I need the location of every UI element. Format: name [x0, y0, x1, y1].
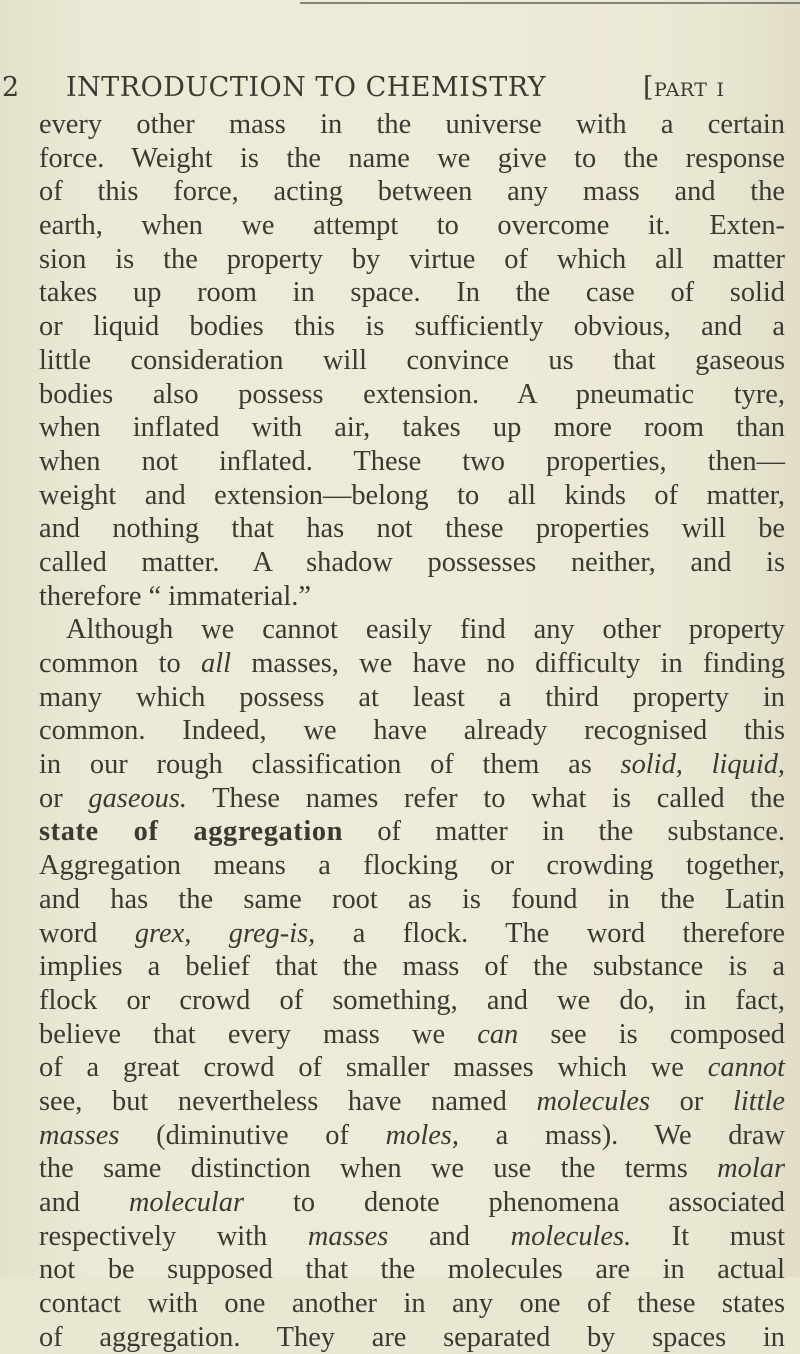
text-segment: implies a belief that the mass of the substance is a: [39, 951, 785, 983]
text-line: [39, 580, 785, 614]
text-segment: not be supposed that the molecules are in actual: [39, 1254, 785, 1286]
text-line: [39, 849, 785, 883]
text-line: [39, 378, 785, 412]
text-line: [39, 883, 785, 917]
text-segment: bodies also possess extension. A pneumatic tyre,: [39, 378, 785, 410]
page-number: 2: [2, 72, 20, 103]
text-line: [39, 748, 785, 782]
text-line: [39, 1321, 785, 1354]
text-line: [39, 512, 785, 546]
text-segment: It must: [631, 1220, 785, 1252]
text-segment: in our rough classification of them as: [39, 749, 621, 781]
body-text: [39, 108, 786, 1353]
text-segment: and: [388, 1220, 511, 1252]
text-line: [39, 243, 785, 277]
page-edge-rule: [300, 2, 800, 4]
text-segment: of this force, acting between any mass and the: [39, 176, 785, 208]
text-segment: the same distinction when we use the terms: [39, 1153, 718, 1185]
text-segment: and nothing that has not these properties will be: [39, 513, 785, 545]
part-label: [part i: [643, 72, 725, 103]
text-line: [39, 445, 785, 479]
text-line: [39, 1287, 785, 1321]
running-title: INTRODUCTION TO CHEMISTRY: [66, 72, 547, 103]
text-line: [39, 1018, 785, 1052]
text-segment: or: [39, 782, 89, 814]
text-segment: a mass). We draw: [458, 1119, 785, 1151]
text-line: [39, 1220, 785, 1254]
text-segment: common to: [39, 648, 202, 679]
text-segment: therefore “ immaterial.”: [39, 580, 311, 612]
text-segment: called matter. A shadow possesses neither, and is: [39, 546, 785, 578]
text-line: [39, 1152, 785, 1186]
text-segment: Although we cannot easily find any other property: [66, 614, 785, 646]
text-line: [39, 647, 785, 681]
text-segment: to denote phenomena associated: [244, 1187, 786, 1218]
text-segment: respectively with: [39, 1220, 308, 1252]
text-segment: These names refer to what is called the: [186, 782, 785, 814]
text-line: [39, 108, 785, 142]
text-segment: and: [39, 1187, 129, 1218]
text-segment: or liquid bodies this is sufficiently obvious, and a: [39, 311, 785, 343]
text-segment: a flock. The word therefore: [315, 917, 785, 949]
text-segment: when not inflated. These two properties, then—: [39, 445, 785, 477]
text-segment: when inflated with air, takes up more room than: [39, 412, 785, 444]
text-line: [39, 1051, 785, 1085]
text-segment: of a great crowd of smaller masses which we: [39, 1052, 708, 1084]
italic-term: little: [732, 1085, 785, 1117]
italic-term: molecular: [128, 1187, 245, 1218]
text-segment: common. Indeed, we have already recognised this: [39, 715, 785, 747]
bold-term: state of aggregation: [39, 816, 344, 848]
italic-term: all: [201, 648, 232, 679]
text-segment: flock or crowd of something, and we do, in fact,: [39, 984, 785, 1016]
text-line: [39, 175, 785, 209]
text-segment: see is composed: [518, 1018, 785, 1050]
text-segment: see, but nevertheless have named: [39, 1085, 537, 1117]
text-line: [39, 984, 785, 1018]
text-line: [39, 344, 785, 378]
italic-term: cannot: [707, 1052, 785, 1084]
text-line: [39, 714, 785, 748]
text-segment: earth, when we attempt to overcome it. Exten-: [39, 210, 785, 242]
text-segment: of matter in the substance.: [343, 816, 785, 848]
text-segment: sion is the property by virtue of which all matter: [39, 243, 785, 275]
text-line: [39, 1253, 785, 1287]
text-segment: force. Weight is the name we give to the response: [39, 142, 785, 174]
text-line: [39, 1186, 785, 1220]
italic-term: masses: [39, 1119, 120, 1151]
page-header: [0, 72, 800, 108]
text-segment: of aggregation. They are separated by spaces in: [39, 1321, 785, 1353]
text-segment: masses, we have no difficulty in finding: [231, 648, 785, 679]
italic-term: molecules: [536, 1085, 650, 1117]
italic-term: grex, greg-is,: [134, 917, 316, 949]
italic-term: molar: [717, 1153, 785, 1185]
text-segment: believe that every mass we: [39, 1018, 478, 1050]
text-line: [39, 209, 785, 243]
text-line: [39, 142, 785, 176]
text-line: [39, 1085, 785, 1119]
italic-term: can: [477, 1018, 519, 1050]
text-segment: (diminutive of: [119, 1119, 386, 1151]
text-segment: and has the same root as is found in the Latin: [39, 883, 785, 915]
text-line: [39, 950, 785, 984]
text-line: [39, 479, 785, 513]
text-line: [39, 782, 785, 816]
text-segment: many which possess at least a third property in: [39, 681, 785, 713]
text-line: [39, 613, 785, 647]
italic-term: masses: [307, 1220, 389, 1252]
text-segment: weight and extension—belong to all kinds of matter,: [39, 479, 785, 511]
text-segment: or: [650, 1085, 733, 1117]
text-line: [39, 276, 785, 310]
italic-term: moles,: [385, 1119, 459, 1151]
text-line: [39, 815, 785, 849]
text-line: [39, 1119, 785, 1153]
italic-term: molecules.: [510, 1220, 632, 1252]
text-segment: takes up room in space. In the case of solid: [39, 277, 785, 309]
italic-term: gaseous.: [88, 782, 187, 814]
text-line: [39, 411, 785, 445]
text-segment: little consideration will convince us that gaseous: [39, 344, 785, 376]
text-segment: every other mass in the universe with a certain: [39, 109, 785, 140]
italic-term: solid, liquid,: [620, 749, 785, 781]
text-line: [39, 310, 785, 344]
text-line: [39, 681, 785, 715]
text-line: [39, 917, 785, 951]
text-segment: contact with one another in any one of these states: [39, 1288, 785, 1320]
text-segment: Aggregation means a flocking or crowding together,: [39, 850, 785, 882]
text-segment: word: [39, 917, 135, 949]
text-line: [39, 546, 785, 580]
